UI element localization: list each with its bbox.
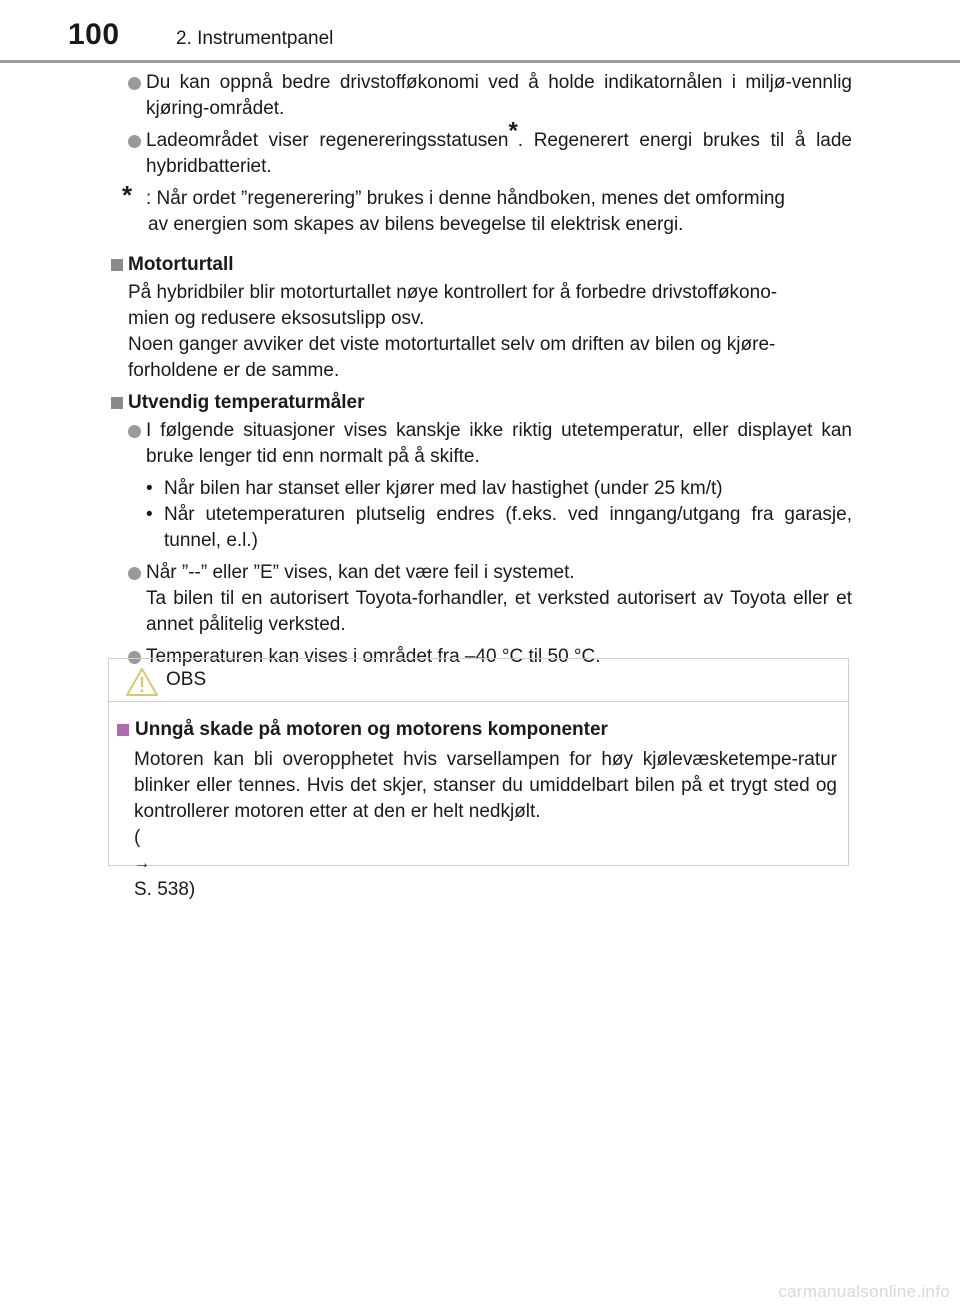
caution-header: [109, 659, 848, 702]
list-item: [108, 560, 852, 638]
list-item: [108, 70, 852, 122]
caution-paragraph: Motoren kan bli overopphetet hvis varsellampen for høy kjølevæsketempe-ratur blinker eller tennes. Hvis det skjer, stanser du umiddelbart bilen på et trygt sted og kontrollerer motoren etter at den er helt nedkjølt.: [134, 749, 837, 822]
caution-text: [117, 747, 837, 903]
footnote-star-icon: *: [508, 117, 518, 145]
bullet-text: Du kan oppnå bedre drivstofføkonomi ved å holde indikatornålen i miljø-vennlig kjøring-området.: [146, 72, 852, 119]
page-header: [0, 0, 960, 64]
ref-open: (: [134, 827, 141, 848]
bullet-text: Temperaturen kan vises i området fra –40 °C til 50 °C.: [146, 646, 601, 667]
section-heading-motor: [108, 252, 852, 278]
section-title: 2. Instrumentpanel: [176, 28, 334, 49]
footnote: [108, 180, 852, 238]
heading-square-icon: [117, 724, 129, 736]
bullet-text-cont: Ta bilen til en autorisert Toyota-forhandler, et verksted autorisert av Toyota eller et annet pålitelig verksted.: [146, 588, 852, 635]
heading-text: Unngå skade på motoren og motorens komponenter: [135, 719, 608, 740]
paragraph-line: forholdene er de samme.: [128, 360, 340, 381]
sub-item-text: Når utetemperaturen plutselig endres (f.eks. ved inngang/utgang fra garasje, tunnel, e.l.): [164, 504, 852, 551]
bullet-dot-icon: [128, 135, 141, 148]
bullet-text-cont: . Regenerert energi brukes til å lade hybridbatteriet.: [146, 130, 852, 177]
list-item: [108, 418, 852, 470]
bullet-dot-icon: [128, 77, 141, 90]
main-content: [108, 70, 852, 676]
caution-label: OBS: [166, 669, 207, 690]
heading-text: Motorturtall: [128, 254, 234, 275]
caution-heading: [117, 717, 837, 743]
sub-list-item: [108, 476, 852, 502]
ref-text: S. 538): [134, 879, 196, 900]
list-item: [108, 117, 852, 180]
page-number: 100: [68, 18, 120, 51]
motor-paragraph: [108, 280, 852, 384]
warning-triangle-icon: [125, 667, 159, 697]
bullet-dot-icon: [128, 425, 141, 438]
caution-body: [117, 717, 837, 903]
page-reference: [134, 825, 837, 903]
paragraph-line: mien og redusere eksosutslipp osv.: [128, 308, 425, 329]
heading-square-icon: [111, 397, 123, 409]
heading-square-icon: [111, 259, 123, 271]
paragraph-line: Noen ganger avviker det viste motorturtallet selv om driften av bilen og kjøre-: [128, 334, 776, 355]
sub-bullet-icon: •: [146, 478, 153, 499]
bullet-text: Når ”--” eller ”E” vises, kan det være feil i systemet.: [146, 562, 575, 583]
footnote-star-icon: *: [122, 180, 133, 210]
header-divider: [0, 60, 960, 63]
arrow-right-icon: →: [134, 855, 150, 872]
sub-bullet-icon: •: [146, 504, 153, 525]
watermark: carmanualsonline.info: [778, 1282, 950, 1301]
footnote-line-1: : Når ordet ”regenerering” brukes i denne håndboken, menes det omforming: [146, 188, 785, 209]
heading-text: Utvendig temperaturmåler: [128, 392, 365, 413]
section-heading-temperature: [108, 390, 852, 416]
sub-list-item: [108, 502, 852, 554]
sub-item-text: Når bilen har stanset eller kjører med lav hastighet (under 25 km/t): [164, 478, 723, 499]
paragraph-line: På hybridbiler blir motorturtallet nøye kontrollert for å forbedre drivstofføkono-: [128, 282, 778, 303]
caution-box: [108, 658, 849, 900]
bullet-text: I følgende situasjoner vises kanskje ikke riktig utetemperatur, eller displayet kan bruke lenger tid enn normalt på å skifte.: [146, 420, 852, 467]
footnote-line-2: av energien som skapes av bilens bevegelse til elektrisk energi.: [148, 214, 684, 235]
bullet-text: Ladeområdet viser regenereringsstatusen: [146, 130, 509, 151]
bullet-dot-icon: [128, 567, 141, 580]
